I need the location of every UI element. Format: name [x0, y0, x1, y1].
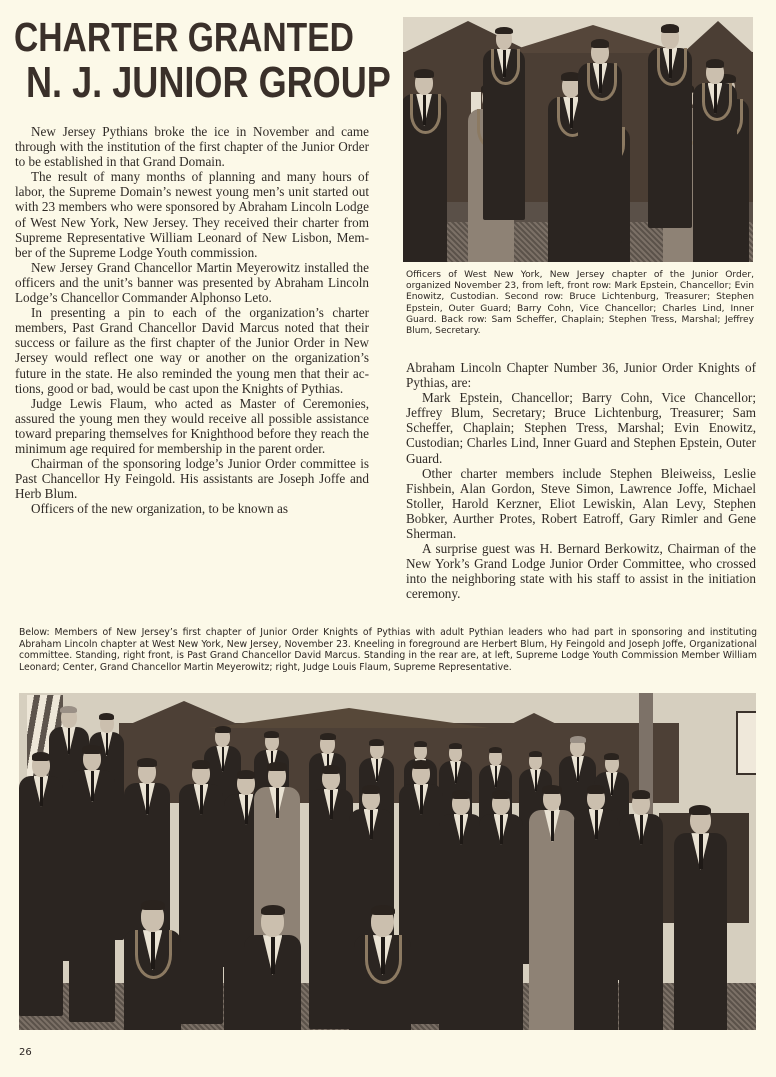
regalia-collar: [410, 94, 441, 134]
tie: [146, 784, 149, 814]
suit: [529, 810, 575, 1030]
hair: [632, 790, 650, 798]
hair: [141, 900, 165, 911]
suit: [479, 814, 523, 1030]
hair: [264, 731, 279, 738]
hair: [492, 790, 510, 798]
tie: [611, 773, 613, 796]
tie: [577, 757, 580, 781]
regalia-collar: [491, 49, 520, 85]
officers-photo-caption: Officers of West New York, New Jersey chapter of the Junior Order, organized November 23, from left, front row: Mark Epstein, Chancellor; Evin Enowitz, Custodian. Second row: Bruce Lichtenburg, Treasurer; Stephen Epstein, Outer Guard; Barry Cohn, Vice Chancellor; Charles Lind, Inner Guard. Back row: Sam Scheffer, Chaplain; Stephen Tress, Marshal; Jeffrey Blum, Secretary.: [406, 270, 754, 337]
paragraph: Judge Lewis Flaum, who acted as Master of Ceremonies, assured the young men they would receive all possible assistance toward preparing themselves for Knighthood before they reach the minimum age required for membership in the parent order.: [15, 395, 369, 456]
wall-frame: [736, 711, 756, 775]
hair: [237, 770, 255, 778]
regalia-collar: [135, 930, 172, 979]
headline-line-1: CHARTER GRANTED: [14, 14, 354, 60]
group-photo-caption: Below: Members of New Jersey’s first chapter of Junior Order Knights of Pythias with adult Pythian leaders who had part in sponsoring and instituting Abraham Lincoln chapter at West New York, New Jersey, November 23. Kneeling in foreground are Herbert Blum, Hy Feingold and Joseph Joffe, Organizational committee. Standing, right front, is Past Grand Chancellor David Marcus. Standing in the rear are, at left, Supreme Lodge Youth Commission Member William Leonard; Center, Grand Chancellor Martin Meyerowitz; right, Judge Louis Flaum, Supreme Representative.: [19, 627, 757, 673]
tie: [245, 795, 248, 824]
tie: [200, 785, 203, 814]
hair: [452, 790, 470, 798]
group-photo: [19, 693, 756, 1030]
paragraph: In presenting a pin to each of the organization’s charter members, Past Grand Chancellor David Marcus noted that their success or failure as the first chapter of the Junior Order in New Jersey would reflect one way or another on the organization’s future in the state. He also reminded the young men that their actions, good or bad, would be cast upon the Knights of Pythias.: [15, 305, 369, 396]
hair: [542, 785, 561, 794]
regalia-collar: [365, 935, 402, 984]
hair: [82, 745, 101, 754]
hair: [32, 752, 50, 760]
suit: [619, 814, 663, 1030]
suit: [574, 809, 618, 1030]
tie: [91, 771, 94, 801]
tie: [106, 733, 108, 756]
hair: [192, 760, 210, 768]
tie: [271, 937, 275, 974]
tie: [551, 811, 554, 841]
officers-photo: [403, 17, 753, 262]
hair: [322, 765, 340, 773]
hair: [706, 59, 724, 67]
hair: [591, 39, 609, 47]
suit: [439, 814, 483, 1030]
suit: [309, 789, 353, 1029]
paragraph: Abraham Lincoln Chapter Number 36, Junior Order Knights of Pythias, are:: [406, 360, 756, 391]
tie: [40, 777, 43, 806]
tie: [699, 834, 703, 868]
paragraph: Mark Epstein, Chancellor; Barry Cohn, Vice Chancellor; Jeffrey Blum, Secretary; Bruce Lichtenburg, Treasurer; Sam Scheffer, Chaplain; Stephen Tress, Marshal; Evin Enowitz, Custodian; Charles Lind, Inner Guard and Stephen Epstein, Outer Guard.: [406, 390, 756, 466]
paragraph: New Jersey Pythians broke the ice in November and came through with the institution of the first chapter of the Junior Order to be established in that Grand Domain.: [15, 124, 369, 170]
tie: [376, 759, 378, 782]
article-headline: [14, 14, 394, 106]
furniture-pediment-center: [209, 708, 489, 728]
hair: [489, 747, 503, 753]
tie: [370, 810, 373, 839]
suit: [69, 770, 115, 1022]
tie: [455, 762, 457, 783]
article-right-column: [406, 360, 756, 602]
hair: [689, 805, 711, 815]
furniture-pediment-right: [683, 21, 753, 53]
hair: [587, 785, 605, 793]
hair: [495, 27, 513, 35]
tie: [420, 785, 423, 814]
hair: [604, 753, 619, 760]
paragraph: New Jersey Grand Chancellor Martin Meyerowitz installed the officers and the unit’s banner was presented by Abraham Lincoln Lodge’s Chancellor Commander Alphonso Leto.: [15, 259, 369, 306]
hair: [449, 743, 463, 749]
hair: [99, 713, 114, 720]
tie: [276, 788, 279, 818]
tie: [500, 815, 503, 844]
tie: [535, 770, 537, 791]
hair: [529, 751, 543, 757]
hair: [362, 785, 380, 793]
hair: [369, 739, 384, 746]
hair: [320, 733, 336, 740]
paragraph: Other charter members include Stephen Bleiweiss, Leslie Fishbein, Alan Gordon, Steve Simon, Lawrence Joffe, Michael Stoller, Harold Kerzner, Eliot Lewiskin, Alan Levy, Stephen Bobker, Aurther Protes, Robert Eatroff, Gary Rimler and Gene Sherman.: [406, 465, 756, 542]
page-number: 26: [19, 1047, 32, 1058]
suit: [179, 784, 223, 1024]
tie: [330, 790, 333, 819]
hair: [414, 69, 433, 78]
hair: [261, 905, 285, 916]
hair: [60, 706, 77, 714]
suit: [19, 776, 63, 1016]
tie: [595, 810, 598, 839]
hair: [414, 741, 428, 747]
regalia-collar: [587, 63, 617, 101]
tie: [495, 766, 497, 787]
regalia-collar: [657, 48, 687, 86]
paragraph: Officers of the new organization, to be known as: [31, 501, 288, 517]
hair: [661, 24, 679, 32]
hair: [412, 760, 430, 768]
tie: [640, 815, 643, 844]
article-left-column: [15, 124, 369, 516]
hair: [137, 758, 156, 767]
paragraph: A surprise guest was H. Bernard Berkowitz, Chairman of the New York’s Grand Lodge Junior Order Committee, who crossed into the neighboring state with his staff to assist in the initiation ceremony.: [406, 541, 756, 602]
headline-line-2: N. J. JUNIOR GROUP: [26, 58, 391, 107]
hair: [570, 736, 586, 743]
hair: [267, 762, 286, 771]
paragraph: Chairman of the sponsoring lodge’s Junior Order committee is Past Chancellor Hy Feingold. His assistants are Joseph Joffe and Herb Blum.: [15, 456, 369, 502]
paragraph: The result of many months of planning and many hours of labor, the Supreme Domain’s newest young men’s unit started out with 23 members who were sponsored by Abraham Lincoln Lodge of West New York, New Jersey. They received their charter from Supreme Representative William Leonard of New Lisbon, Member of the Supreme Lodge Youth commission.: [15, 169, 369, 260]
tie: [222, 747, 225, 771]
regalia-collar: [702, 83, 732, 121]
tie: [68, 728, 71, 754]
hair: [215, 726, 231, 733]
tie: [460, 815, 463, 844]
furniture-pediment-right: [489, 713, 579, 735]
hair: [371, 905, 395, 916]
